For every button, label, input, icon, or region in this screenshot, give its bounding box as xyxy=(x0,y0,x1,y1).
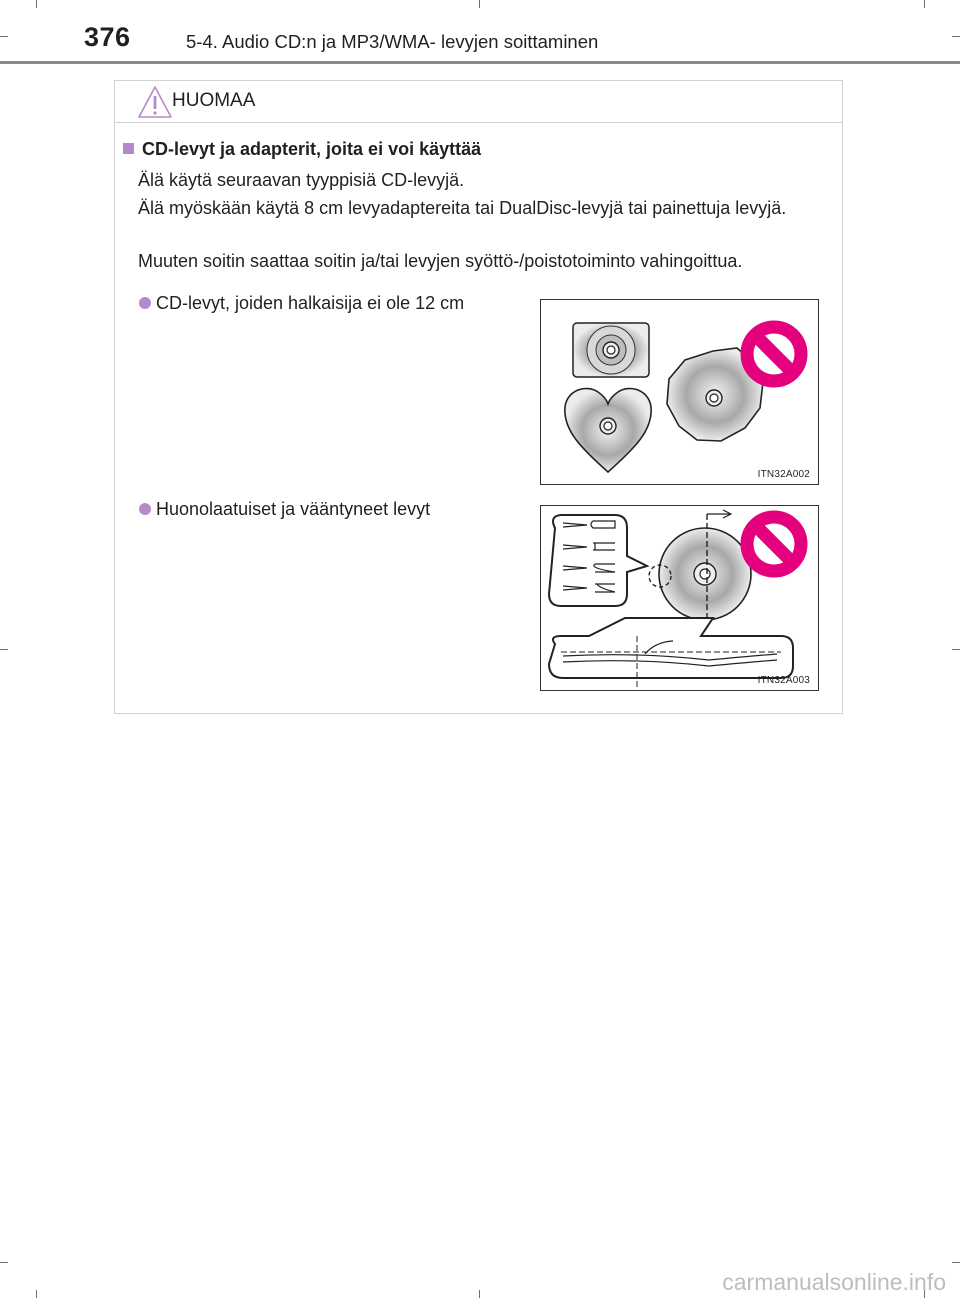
subheading-text: CD-levyt ja adapterit, joita ei voi käyttää xyxy=(142,139,482,159)
crop-mark xyxy=(479,0,480,8)
square-bullet-icon xyxy=(123,143,134,154)
paragraph: Älä käytä seuraavan tyyppisiä CD-levyjä. xyxy=(138,170,465,190)
list-item xyxy=(139,499,430,520)
card-shaped-disc xyxy=(573,323,649,377)
round-bullet-icon xyxy=(139,297,151,309)
heart-shaped-disc xyxy=(565,388,651,472)
round-bullet-icon xyxy=(139,503,151,515)
crop-mark xyxy=(36,0,37,8)
odd-shaped-discs-illustration xyxy=(541,300,820,486)
list-item-text: CD-levyt, joiden halkaisija ei ole 12 cm xyxy=(156,293,465,313)
crop-mark xyxy=(0,36,8,37)
crop-mark xyxy=(0,649,8,650)
watermark: carmanualsonline.info xyxy=(722,1269,946,1295)
figure-label: ITN32A002 xyxy=(757,469,810,480)
crop-mark xyxy=(952,1262,960,1263)
page-number: 376 xyxy=(84,22,131,52)
figure-warped-discs xyxy=(540,505,819,691)
warped-discs-illustration xyxy=(541,506,820,692)
section-title: 5-4. Audio CD:n ja MP3/WMA- levyjen soittaminen xyxy=(186,31,599,52)
notice-subheading xyxy=(123,139,481,160)
warped-disc xyxy=(649,510,751,624)
disc-side-view xyxy=(549,618,793,688)
page-header xyxy=(0,0,960,64)
notice-title: HUOMAA xyxy=(172,90,256,111)
list-item xyxy=(139,293,464,314)
warning-triangle-icon xyxy=(137,85,173,119)
prohibition-icon xyxy=(747,327,801,381)
notice-header xyxy=(115,81,842,123)
crop-mark xyxy=(952,36,960,37)
crop-mark xyxy=(36,1290,37,1298)
paragraph: Muuten soitin saattaa soitin ja/tai levyjen syöttö-/poistotoiminto vahingoittua. xyxy=(138,251,743,271)
crop-mark xyxy=(952,649,960,650)
list-item-text: Huonolaatuiset ja vääntyneet levyt xyxy=(156,499,431,519)
header-rule xyxy=(0,61,960,64)
crop-mark xyxy=(0,1262,8,1263)
figure-odd-shaped-discs xyxy=(540,299,819,485)
crop-mark xyxy=(924,0,925,8)
crop-mark xyxy=(479,1290,480,1298)
paragraph: Älä myöskään käytä 8 cm levyadaptereita tai DualDisc-levyjä tai painettuja levyjä. xyxy=(138,198,787,218)
prohibition-icon xyxy=(747,517,801,571)
figure-label: ITN32A003 xyxy=(757,675,810,686)
disc-edge-callout xyxy=(549,515,647,606)
